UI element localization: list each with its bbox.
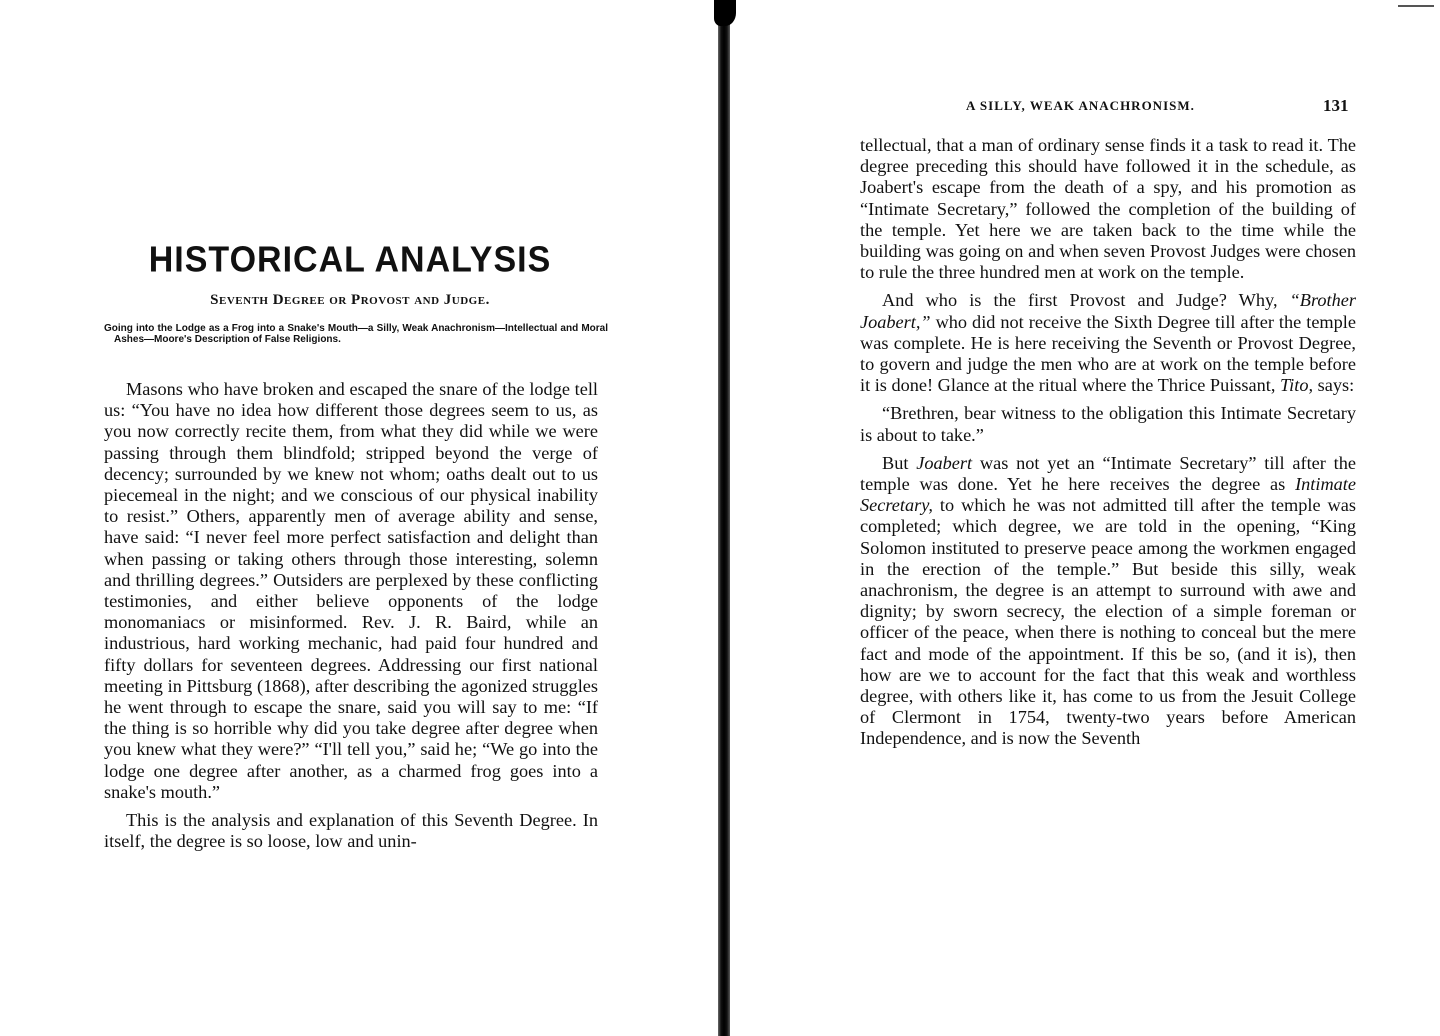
paragraph: tellectual, that a man of ordinary sense finds it a task to read it. The degree preceding this should have followed it in the schedule, as Joabert's escape from the death of a spy, and his promotion as “Intimate Secretary,” followed the completion of the building of the temple. Yet here we are taken back to the time while the building was going on and when seven Provost Judges were chosen to rule the three hundred men at work on the temple. <box>860 135 1356 283</box>
chapter-subtitle: Seventh Degree or Provost and Judge. <box>210 292 490 308</box>
italic-name: Intimate Secretary, <box>860 474 1356 516</box>
paragraph: Masons who have broken and escaped the snare of the lodge tell us: “You have no idea how different those degrees seem to us, as you now correctly recite them, from what they did while we were passing through them blindfold; stripped beyond the verge of decency; surrounded by we knew not whom; oaths dealt out to us piecemeal in the night; and we conscious of our physical inability to resist.” Others, apparently men of average ability and sense, have said: “I never feel more perfect satisfaction and delight than when passing or taking others through those interesting, solemn and thrilling degrees.” Outsiders are perplexed by these conflicting testimonies, and either believe opponents of the lodge monomaniacs or misinformed. Rev. J. R. Baird, while an industrious, hard working mechanic, had paid four hundred and fifty dollars for seventeen degrees. Addressing our first national meeting in Pittsburg (1868), after describing the agonized struggles he went through to escape the snare, said you will say to me: “If the thing is so horrible why did you take degree after degree when you knew what they were?” “I'll tell you,” said he; “We go into the lodge one degree after another, as a charmed frog goes into a snake's mouth.” <box>104 379 598 802</box>
italic-name: “Brother Joabert,” <box>860 290 1356 332</box>
page-number: 131 <box>1323 96 1349 115</box>
book-gutter <box>712 0 738 1036</box>
paragraph <box>860 290 1356 396</box>
text-run: was not yet an “Intimate Secretary” till after the temple was done. Yet he here receives the degree as <box>860 452 1357 495</box>
right-page <box>740 0 1440 1036</box>
italic-name: Tito, <box>1280 375 1314 396</box>
text-run: But <box>882 452 917 473</box>
paragraph <box>860 453 1356 750</box>
text-run: to which he was not admitted till after the temple was completed; which degree, we are told in the opening, “King Solomon instituted to preserve peace among the workmen engaged in the erection of the temple.” But beside this silly, weak anachronism, the degree is an attempt to surround with awe and dignity; by sworn secrecy, the election of a simple foreman or officer of the peace, when there is nothing to conceal but the mere fact and mode of the appointment. If this be so, (and it is), then how are we to account for the fact that this weak and worthless degree, with others like it, has come to us from the Jesuit College of Clermont in 1754, twenty-two years before American Independence, and is now the Seventh <box>860 495 1356 749</box>
running-head: A SILLY, WEAK ANACHRONISM. <box>966 98 1195 113</box>
gutter-shadow <box>718 0 730 1036</box>
gutter-top-shadow <box>714 0 736 26</box>
text-run: says: <box>1313 375 1355 396</box>
corner-mark <box>1398 5 1434 7</box>
left-body-text <box>104 379 598 859</box>
text-run: And who is the first Provost and Judge? Why, <box>882 290 1290 311</box>
left-page <box>0 0 715 1036</box>
chapter-title: HISTORICAL ANALYSIS <box>148 240 552 280</box>
italic-name: Joabert <box>916 452 973 473</box>
paragraph: “Brethren, bear witness to the obligation this Intimate Secretary is about to take.” <box>860 403 1356 445</box>
text-run: who did not receive the Sixth Degree till after the temple was complete. He is here receiving the Seventh or Provost Degree, to govern and judge the men who are at work on the temple before it is done! Glance at the ritual where the Thrice Puissant, <box>860 311 1356 396</box>
paragraph: This is the analysis and explanation of this Seventh Degree. In itself, the degree is so loose, low and unin- <box>104 810 598 852</box>
right-body-text <box>860 135 1356 757</box>
chapter-synopsis: Going into the Lodge as a Frog into a Snake's Mouth—a Silly, Weak Anachronism—Intellectual and Moral Ashes—Moore's Description of False Religions. <box>104 323 608 345</box>
